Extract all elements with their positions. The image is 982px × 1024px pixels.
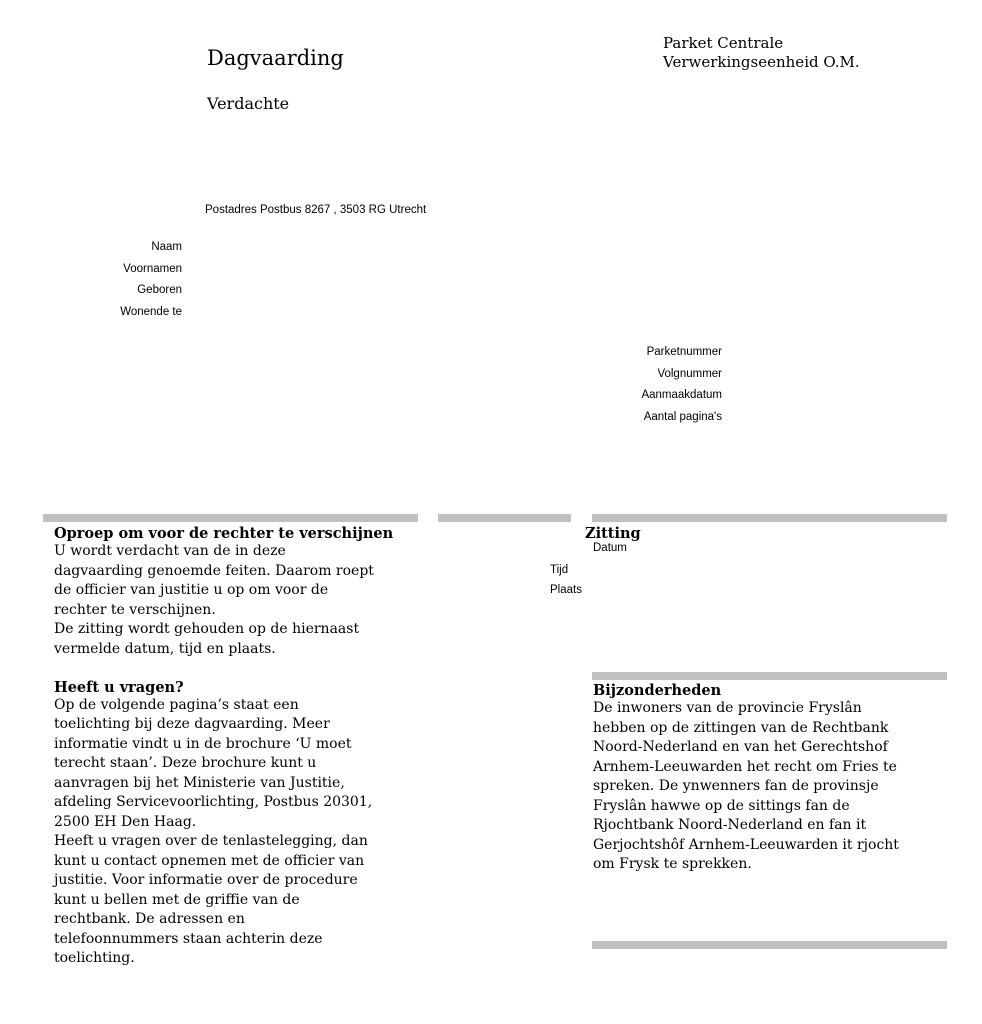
- text-line: terecht staan’. Deze brochure kunt u: [54, 755, 317, 771]
- bijzonderheden-heading: Bijzonderheden: [593, 682, 722, 699]
- text-line: Fryslân hawwe op de sittings fan de: [593, 797, 850, 814]
- section-divider: [592, 941, 947, 949]
- text-line: rechter te verschijnen.: [54, 601, 216, 618]
- text-line: toelichting.: [54, 950, 135, 966]
- label-wonende-te: Wonende te: [120, 305, 182, 318]
- label-tijd: Tijd: [550, 564, 569, 576]
- label-plaats: Plaats: [550, 584, 582, 596]
- text-line: informatie vindt u in de brochure ‘U moet: [54, 735, 352, 752]
- text-line: De zitting wordt gehouden op de hiernaast: [54, 621, 360, 637]
- text-line: 2500 EH Den Haag.: [54, 813, 197, 830]
- section-divider: [592, 672, 947, 680]
- text-line: om Frysk te sprekken.: [593, 856, 752, 872]
- postal-address: Postadres Postbus 8267 , 3503 RG Utrecht: [205, 204, 427, 216]
- text-line: toelichting bij deze dagvaarding. Meer: [54, 716, 330, 732]
- label-geboren: Geboren: [137, 284, 182, 296]
- text-line: Rjochtbank Noord-Nederland en fan it: [593, 817, 867, 833]
- text-line: Op de volgende pagina’s staat een: [54, 696, 299, 713]
- text-line: Noord-Nederland en van het Gerechtshof: [593, 739, 888, 755]
- text-line: justitie. Voor informatie over de procedure: [54, 872, 358, 888]
- section-divider: [438, 514, 571, 522]
- bijzonderheden-section: [593, 682, 953, 875]
- text-line: hebben op de zittingen van de Rechtbank: [593, 719, 889, 736]
- label-naam: Naam: [151, 241, 182, 253]
- person-fields: [60, 237, 182, 323]
- text-line: De inwoners van de provincie Fryslân: [593, 700, 862, 716]
- text-line: Heeft u vragen over de tenlastelegging, dan: [54, 833, 368, 849]
- vragen-text: [54, 696, 429, 969]
- label-datum: Datum: [593, 542, 627, 554]
- text-line: kunt u bellen met de griffie van de: [54, 891, 300, 908]
- text-line: spreken. De ynwenners fan de provinsje: [593, 778, 879, 794]
- org-line-1: Parket Centrale: [663, 34, 784, 52]
- label-volgnummer: Volgnummer: [657, 367, 722, 380]
- section-divider: [43, 514, 418, 522]
- left-column: [54, 525, 429, 969]
- label-aantal-paginas: Aantal pagina's: [643, 410, 722, 423]
- oproep-text: [54, 542, 429, 659]
- text-line: Arnhem-Leeuwarden het recht om Fries te: [593, 758, 897, 775]
- section-divider: [592, 514, 947, 522]
- document-title: Dagvaarding: [207, 46, 344, 70]
- text-line: rechtbank. De adressen en: [54, 911, 245, 927]
- text-line: kunt u contact opnemen met de officier van: [54, 852, 365, 869]
- text-line: telefoonnummers staan achterin deze: [54, 930, 323, 947]
- text-line: U wordt verdacht van de in deze: [54, 543, 286, 559]
- text-line: afdeling Servicevoorlichting, Postbus 20301,: [54, 794, 373, 810]
- oproep-heading: Oproep om voor de rechter te verschijnen: [54, 525, 394, 542]
- label-voornamen: Voornamen: [123, 262, 182, 275]
- text-line: vermelde datum, tijd en plaats.: [54, 640, 276, 657]
- vragen-heading: Heeft u vragen?: [54, 678, 184, 696]
- text-line: aanvragen bij het Ministerie van Justitie,: [54, 774, 345, 791]
- text-line: de officier van justitie u op om voor de: [54, 582, 329, 598]
- label-aanmaakdatum: Aanmaakdatum: [641, 389, 722, 401]
- label-parketnummer: Parketnummer: [646, 346, 722, 358]
- bijzonderheden-text: [593, 699, 953, 875]
- zitting-heading: Zitting: [585, 525, 641, 542]
- document-subtitle: Verdachte: [207, 94, 290, 113]
- case-fields: [560, 342, 722, 428]
- org-line-2: Verwerkingseenheid O.M.: [663, 53, 860, 71]
- text-line: dagvaarding genoemde feiten. Daarom roept: [54, 562, 374, 579]
- sender-organization: [663, 34, 860, 72]
- text-line: Gerjochtshôf Arnhem-Leeuwarden it rjocht: [593, 836, 899, 853]
